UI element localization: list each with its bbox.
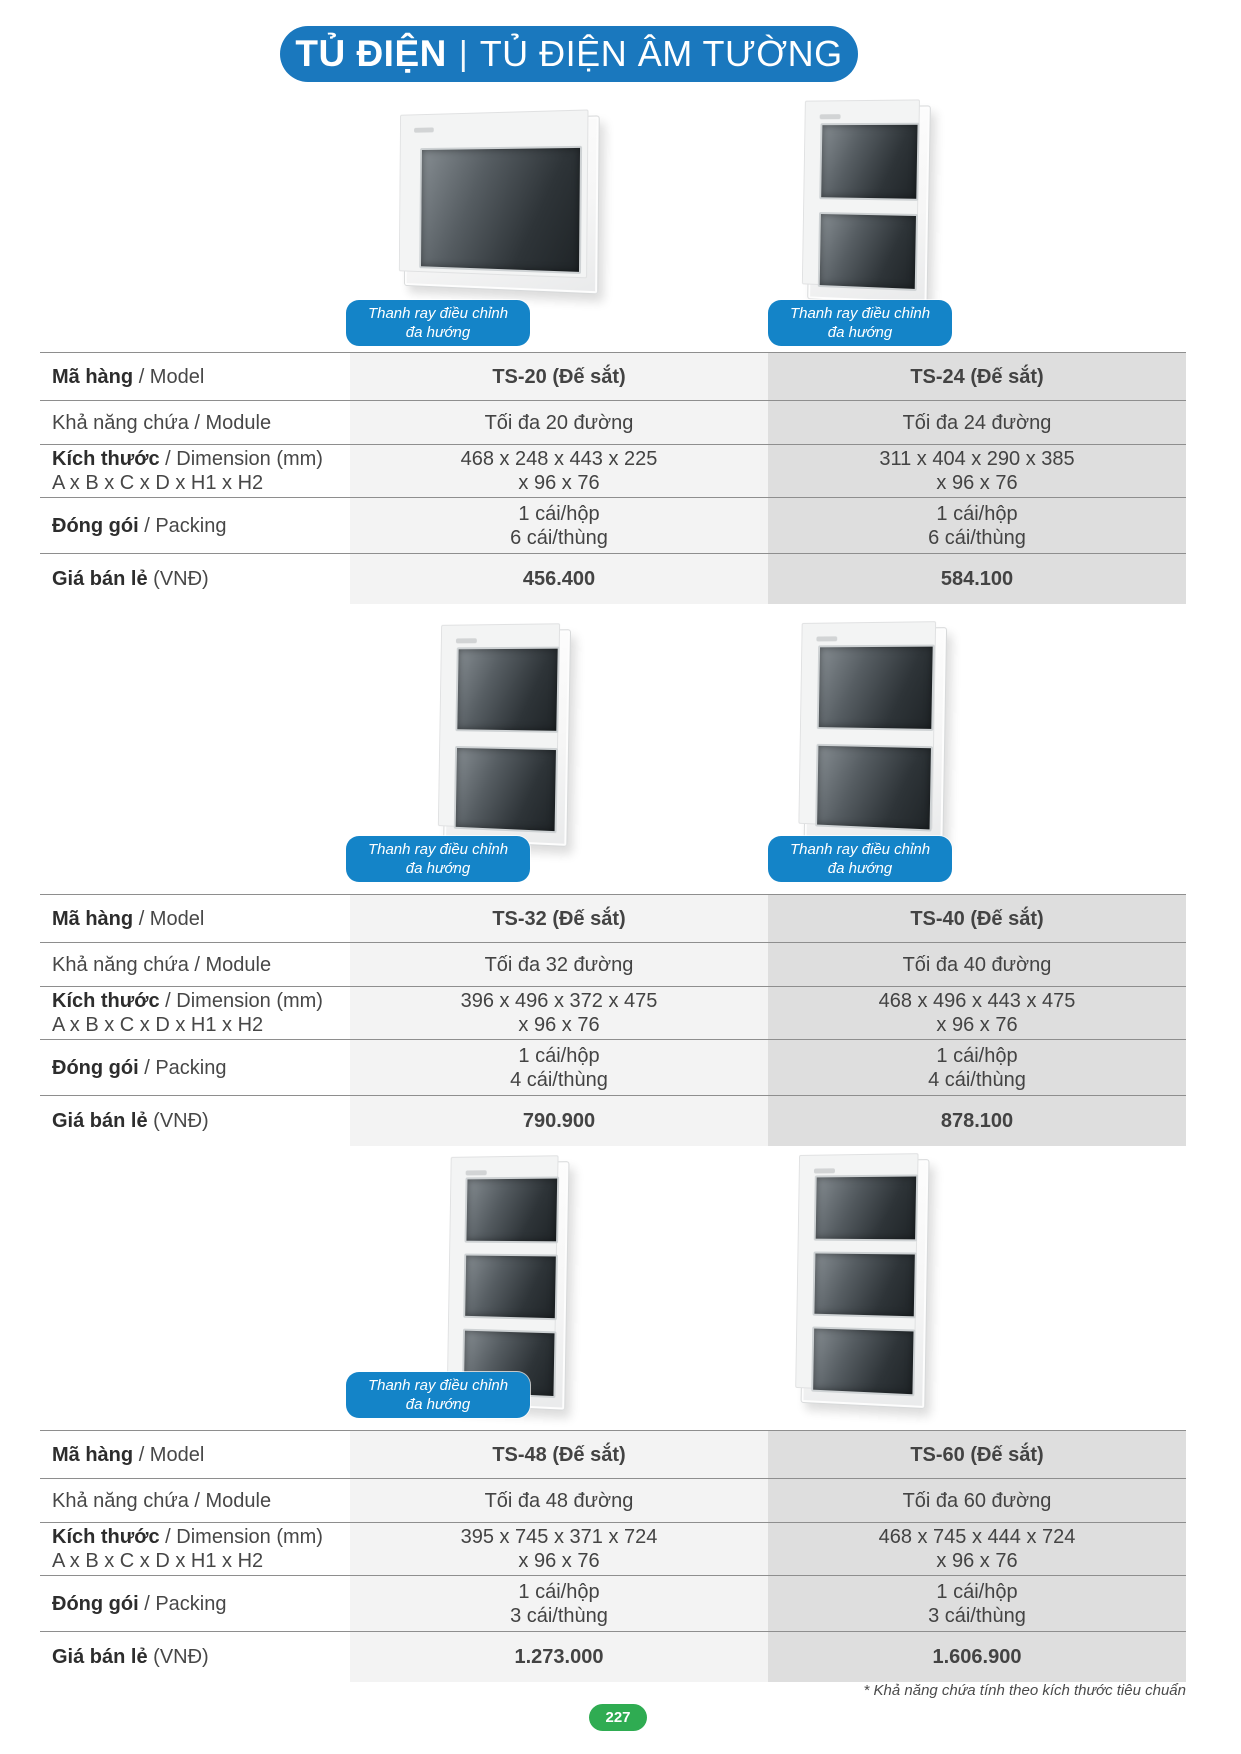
- feature-badge-line1: Thanh ray điều chỉnh: [789, 841, 931, 858]
- dimension-value: 311 x 404 x 290 x 385 x 96 x 76: [768, 444, 1186, 497]
- footnote: * Khả năng chứa tính theo kích thước tiêu chuẩn: [863, 1682, 1186, 1699]
- price-value: 1.606.900: [768, 1631, 1186, 1682]
- price-value: 1.273.000: [350, 1631, 768, 1682]
- cabinet-window: [819, 123, 919, 201]
- row-label-dimension: Kích thước / Dimension (mm) A x B x C x D x H1 x H2: [40, 444, 350, 497]
- page-number: 227: [605, 1709, 631, 1726]
- module-value: Tối đa 20 đường: [350, 400, 768, 444]
- feature-badge-line2: đa hướng: [405, 1396, 471, 1413]
- subcategory-label: TỦ ĐIỆN ÂM TƯỜNG: [479, 33, 843, 74]
- feature-badge: [768, 836, 952, 882]
- model-value: TS-20 (Đế sắt): [350, 352, 768, 400]
- feature-badge: [346, 836, 530, 882]
- row-label-dimension: Kích thước / Dimension (mm) A x B x C x D x H1 x H2: [40, 1522, 350, 1575]
- model-value: TS-32 (Đế sắt): [350, 894, 768, 942]
- row-label-price: Giá bán lẻ (VNĐ): [40, 553, 350, 604]
- cabinet-window: [455, 647, 559, 733]
- dimension-value: 468 x 248 x 443 x 225 x 96 x 76: [350, 444, 768, 497]
- cabinet-window: [464, 1177, 559, 1244]
- price-value: 456.400: [350, 553, 768, 604]
- feature-badge-line2: đa hướng: [827, 324, 893, 341]
- cabinet-window: [815, 743, 933, 831]
- module-value: Tối đa 40 đường: [768, 942, 1186, 986]
- module-value: Tối đa 60 đường: [768, 1478, 1186, 1522]
- brand-logo-mark: [414, 127, 434, 132]
- cabinet-window: [419, 146, 582, 274]
- model-value: TS-24 (Đế sắt): [768, 352, 1186, 400]
- title-divider: |: [458, 34, 468, 73]
- row-label-model: Mã hàng / Model: [40, 352, 350, 400]
- cabinet-window: [817, 645, 935, 731]
- module-value: Tối đa 32 đường: [350, 942, 768, 986]
- row-label-model: Mã hàng / Model: [40, 1430, 350, 1478]
- dimension-value: 396 x 496 x 372 x 475 x 96 x 76: [350, 986, 768, 1039]
- packing-value: 1 cái/hộp 3 cái/thùng: [350, 1575, 768, 1631]
- price-value: 584.100: [768, 553, 1186, 604]
- price-value: 790.900: [350, 1095, 768, 1146]
- module-value: Tối đa 24 đường: [768, 400, 1186, 444]
- feature-badge: [346, 1372, 530, 1418]
- cabinet-window: [814, 1174, 918, 1241]
- price-value: 878.100: [768, 1095, 1186, 1146]
- feature-badge-line2: đa hướng: [405, 324, 471, 341]
- feature-badge-line1: Thanh ray điều chỉnh: [367, 305, 509, 322]
- product-photo-ts-20: [396, 118, 600, 290]
- row-label-price: Giá bán lẻ (VNĐ): [40, 1631, 350, 1682]
- category-label: TỦ ĐIỆN: [295, 33, 447, 74]
- cabinet-window: [811, 1327, 915, 1397]
- row-label-packing: Đóng gói / Packing: [40, 497, 350, 553]
- feature-badge-line2: đa hướng: [405, 860, 471, 877]
- model-value: TS-40 (Đế sắt): [768, 894, 1186, 942]
- feature-badge: [768, 300, 952, 346]
- row-label-module: Khả năng chứa / Module: [40, 400, 350, 444]
- feature-badge-line1: Thanh ray điều chỉnh: [367, 1377, 509, 1394]
- model-value: TS-60 (Đế sắt): [768, 1430, 1186, 1478]
- dimension-value: 395 x 745 x 371 x 724 x 96 x 76: [350, 1522, 768, 1575]
- cabinet-window: [818, 212, 918, 292]
- product-photo-ts-40: [802, 628, 946, 842]
- dimension-value: 468 x 745 x 444 x 724 x 96 x 76: [768, 1522, 1186, 1575]
- row-label-model: Mã hàng / Model: [40, 894, 350, 942]
- page-number-badge: [589, 1704, 647, 1731]
- brand-logo-mark: [816, 636, 837, 641]
- packing-value: 1 cái/hộp 3 cái/thùng: [768, 1575, 1186, 1631]
- row-label-price: Giá bán lẻ (VNĐ): [40, 1095, 350, 1146]
- cabinet-window: [454, 745, 558, 833]
- feature-badge-line2: đa hướng: [827, 860, 893, 877]
- feature-badge-line1: Thanh ray điều chỉnh: [789, 305, 931, 322]
- row-label-packing: Đóng gói / Packing: [40, 1575, 350, 1631]
- brand-logo-mark: [814, 1168, 835, 1173]
- row-label-module: Khả năng chứa / Module: [40, 1478, 350, 1522]
- brand-logo-mark: [820, 114, 841, 119]
- row-label-module: Khả năng chứa / Module: [40, 942, 350, 986]
- spec-table-section-2: [40, 894, 1186, 1146]
- dimension-value: 468 x 496 x 443 x 475 x 96 x 76: [768, 986, 1186, 1039]
- brand-logo-mark: [456, 638, 477, 643]
- product-photo-ts-32: [442, 630, 570, 844]
- page-title: [280, 26, 858, 82]
- packing-value: 1 cái/hộp 4 cái/thùng: [350, 1039, 768, 1095]
- packing-value: 1 cái/hộp 4 cái/thùng: [768, 1039, 1186, 1095]
- product-photo-ts-60: [800, 1160, 928, 1406]
- module-value: Tối đa 48 đường: [350, 1478, 768, 1522]
- row-label-packing: Đóng gói / Packing: [40, 1039, 350, 1095]
- cabinet-window: [463, 1253, 558, 1320]
- feature-badge: [346, 300, 530, 346]
- brand-logo-mark: [466, 1170, 487, 1175]
- model-value: TS-48 (Đế sắt): [350, 1430, 768, 1478]
- row-label-dimension: Kích thước / Dimension (mm) A x B x C x D x H1 x H2: [40, 986, 350, 1039]
- packing-value: 1 cái/hộp 6 cái/thùng: [350, 497, 768, 553]
- packing-value: 1 cái/hộp 6 cái/thùng: [768, 497, 1186, 553]
- product-photo-ts-24: [806, 106, 930, 302]
- spec-table-section-3: [40, 1430, 1186, 1682]
- feature-badge-line1: Thanh ray điều chỉnh: [367, 841, 509, 858]
- spec-table-section-1: [40, 352, 1186, 604]
- cabinet-window: [812, 1251, 916, 1319]
